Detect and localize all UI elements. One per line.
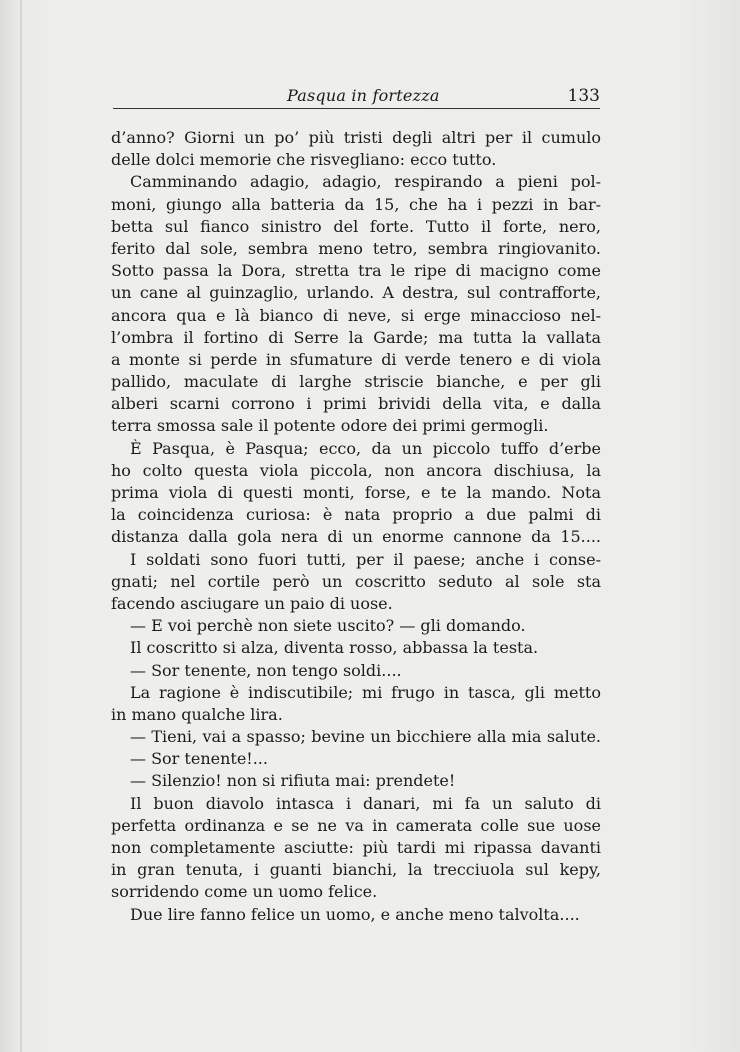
text-line: betta sul fianco sinistro del forte. Tutto il forte, nero, xyxy=(111,216,601,236)
text-line: terra smossa sale il potente odore dei primi germogli. xyxy=(111,416,549,436)
text-line: perfetta ordinanza e se ne va in camerata colle sue uose xyxy=(111,815,601,835)
text-line: d’anno? Giorni un po’ più tristi degli altri per il cumulo xyxy=(111,128,601,147)
text-line: delle dolci memorie che risvegliano: ecco tutto. xyxy=(111,150,497,170)
text-line: moni, giungo alla batteria da 15, che ha i pezzi in bar- xyxy=(111,194,601,214)
text-line: — Tieni, vai a spasso; bevine un bicchiere alla mia salute. xyxy=(130,727,601,747)
running-title: Pasqua in fortezza xyxy=(287,86,440,105)
text-line: sorridendo come un uomo felice. xyxy=(111,882,378,902)
text-line: alberi scarni corrono i primi brividi della vita, e dalla xyxy=(111,394,601,414)
text-line: prima viola di questi monti, forse, e te la mando. Nota xyxy=(111,483,601,502)
text-line: I soldati sono fuori tutti, per il paese; anche i conse- xyxy=(130,549,601,569)
text-line: gnati; nel cortile però un coscritto seduto al sole sta xyxy=(111,571,601,591)
text-line: non completamente asciutte: più tardi mi ripassa davanti xyxy=(111,838,601,857)
text-line: un cane al guinzaglio, urlando. A destra, sul contrafforte, xyxy=(111,283,601,303)
text-line: La ragione è indiscutibile; mi frugo in tasca, gli metto xyxy=(130,682,601,702)
text-line: ferito dal sole, sembra meno tetro, sembra ringiovanito. xyxy=(111,238,601,258)
running-header xyxy=(113,84,600,108)
text-line: Il buon diavolo intasca i danari, mi fa un saluto di xyxy=(130,793,601,813)
text-line: pallido, maculate di larghe striscie bianche, e per gli xyxy=(111,372,601,392)
text-line: ancora qua e là bianco di neve, si erge minaccioso nel- xyxy=(111,305,601,325)
text-line: — Silenzio! non si rifiuta mai: prendete! xyxy=(130,771,456,791)
text-line: — E voi perchè non siete uscito? — gli domando. xyxy=(130,616,526,636)
text-line: — Sor tenente!... xyxy=(130,749,268,769)
text-line: la coincidenza curiosa: è nata proprio a due palmi di xyxy=(111,505,601,525)
text-line: l’ombra il fortino di Serre la Garde; ma tutta la vallata xyxy=(111,327,601,347)
text-line: — Sor tenente, non tengo soldi.... xyxy=(130,660,402,680)
page-number: 133 xyxy=(567,86,600,106)
text-line: ho colto questa viola piccola, non ancora dischiusa, la xyxy=(111,460,601,480)
header-rule xyxy=(113,108,600,109)
text-line: Il coscritto si alza, diventa rosso, abbassa la testa. xyxy=(130,638,539,658)
text-line: in gran tenuta, i guanti bianchi, la trecciuola sul kepy, xyxy=(111,860,601,880)
text-line: Due lire fanno felice un uomo, e anche meno talvolta.... xyxy=(130,904,580,924)
body-text xyxy=(111,127,601,926)
text-line: Camminando adagio, adagio, respirando a pieni pol- xyxy=(130,172,601,192)
text-line: a monte si perde in sfumature di verde tenero e di viola xyxy=(111,349,601,369)
text-line: È Pasqua, è Pasqua; ecco, da un piccolo tuffo d’erbe xyxy=(130,438,601,458)
text-line: in mano qualche lira. xyxy=(111,704,283,724)
page-fold-shadow xyxy=(20,0,22,1052)
text-line: facendo asciugare un paio di uose. xyxy=(111,593,393,613)
text-line: Sotto passa la Dora, stretta tra le ripe di macigno come xyxy=(111,261,601,281)
text-line: distanza dalla gola nera di un enorme cannone da 15.... xyxy=(111,527,601,547)
